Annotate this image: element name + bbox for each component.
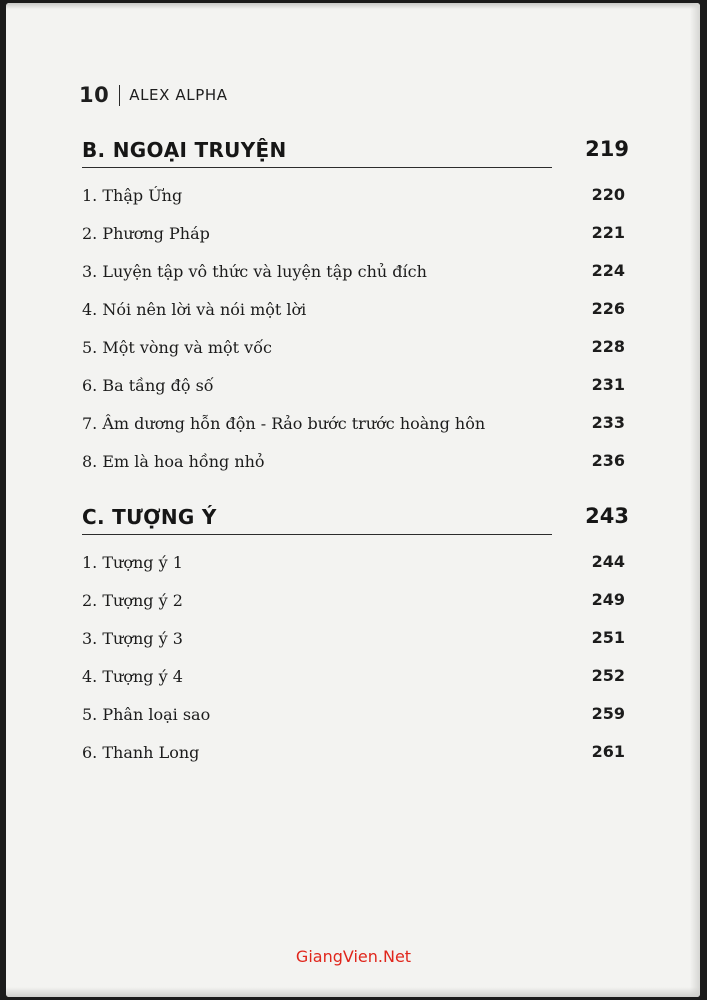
toc-entry-title: 6. Thanh Long: [82, 743, 200, 762]
toc-entry-title: 8. Em là hoa hồng nhỏ: [82, 452, 265, 471]
toc-entry-title: 3. Tượng ý 3: [82, 629, 183, 648]
toc-entry-page: 233: [591, 413, 625, 432]
section-page-number: 243: [585, 504, 629, 528]
toc-entry[interactable]: [79, 368, 629, 406]
toc-entry-page: 244: [591, 552, 625, 571]
section-page-number: 219: [585, 137, 629, 161]
running-head: [79, 80, 228, 110]
page-right-edge: [690, 3, 700, 997]
toc-entry-page: 252: [591, 666, 625, 685]
author-name: ALEX ALPHA: [129, 86, 228, 104]
toc-entry[interactable]: [79, 621, 629, 659]
toc-entry-title: 5. Phân loại sao: [82, 705, 211, 724]
toc-entry-title: 7. Âm dương hỗn độn - Rảo bước trước hoàng hôn: [82, 414, 486, 433]
toc-entry[interactable]: [79, 178, 629, 216]
toc-entry-page: 261: [591, 742, 625, 761]
toc-entry[interactable]: [79, 545, 629, 583]
toc-entry-title: 4. Nói nên lời và nói một lời: [82, 300, 307, 319]
toc-entry-page: 251: [591, 628, 625, 647]
toc-entry[interactable]: [79, 216, 629, 254]
section-heading: [79, 503, 629, 539]
toc-entry-page: 236: [591, 451, 625, 470]
section-rule: [82, 534, 552, 535]
toc-entry-page: 231: [591, 375, 625, 394]
section-heading: [79, 136, 629, 172]
toc-entry-title: 3. Luyện tập vô thức và luyện tập chủ đích: [82, 262, 427, 281]
page-top-shadow: [6, 3, 700, 9]
toc-entry[interactable]: [79, 292, 629, 330]
toc-section-c: [79, 503, 629, 773]
watermark-text: GiangVien.Net: [295, 947, 412, 966]
toc-entry-page: 224: [591, 261, 625, 280]
toc-entry[interactable]: [79, 735, 629, 773]
toc-entry-title: 1. Tượng ý 1: [82, 553, 183, 572]
toc-entry-list: [79, 178, 629, 482]
toc-section-b: [79, 136, 629, 482]
toc-entry-page: 249: [591, 590, 625, 609]
section-title: B. NGOẠI TRUYỆN: [82, 138, 287, 162]
toc-entry-title: 2. Tượng ý 2: [82, 591, 183, 610]
section-rule: [82, 167, 552, 168]
toc-entry[interactable]: [79, 406, 629, 444]
toc-entry-title: 5. Một vòng và một vốc: [82, 338, 272, 357]
toc-entry-page: 226: [591, 299, 625, 318]
toc-entry-page: 221: [591, 223, 625, 242]
toc-entry-page: 259: [591, 704, 625, 723]
toc-entry-title: 4. Tượng ý 4: [82, 667, 183, 686]
toc-entry-title: 2. Phương Pháp: [82, 224, 210, 243]
page-bottom-edge: [6, 987, 700, 997]
toc-entry-title: 6. Ba tầng độ số: [82, 376, 214, 395]
toc-entry[interactable]: [79, 330, 629, 368]
toc-entry[interactable]: [79, 444, 629, 482]
toc-entry[interactable]: [79, 583, 629, 621]
page-number: 10: [79, 83, 110, 107]
toc-entry-title: 1. Thập Ứng: [82, 186, 183, 205]
section-title: C. TƯỢNG Ý: [82, 505, 217, 529]
toc-entry-list: [79, 545, 629, 773]
toc-entry[interactable]: [79, 697, 629, 735]
toc-entry-page: 228: [591, 337, 625, 356]
toc-entry[interactable]: [79, 659, 629, 697]
toc-entry-page: 220: [591, 185, 625, 204]
header-separator: [119, 85, 120, 106]
toc-entry[interactable]: [79, 254, 629, 292]
